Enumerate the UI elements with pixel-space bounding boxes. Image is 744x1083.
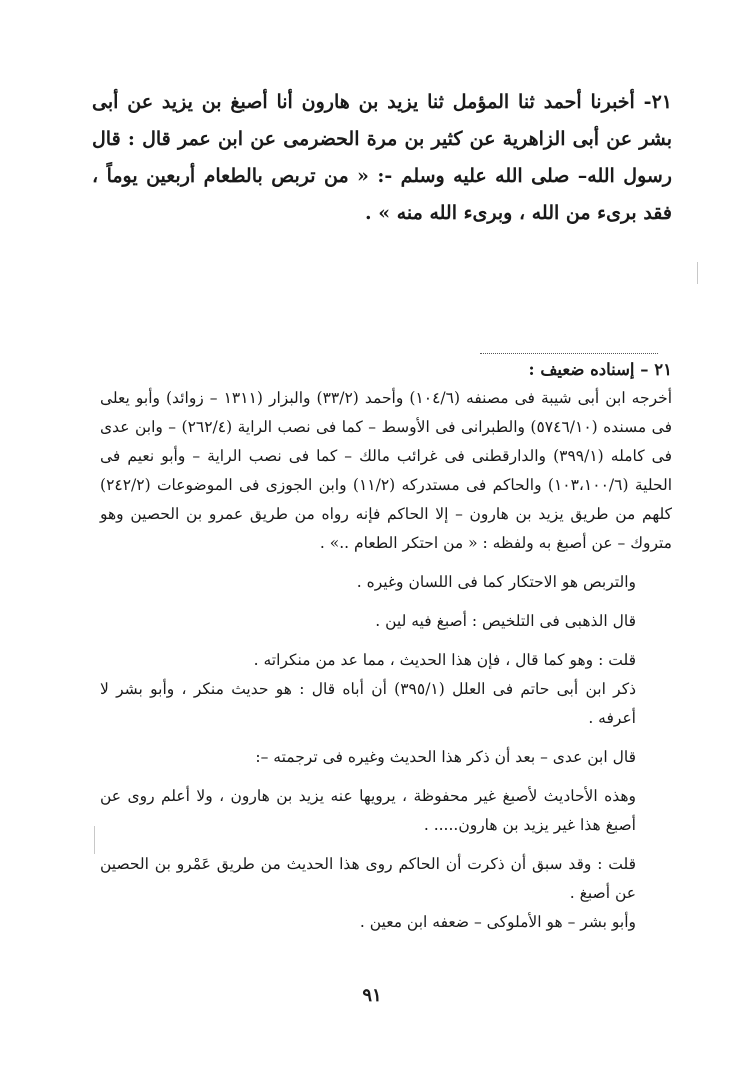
footnote-paragraph: وهذه الأحاديث لأصبغ غير محفوظة ، يرويها عنه يزيد بن هارون ، ولا أعلم روى عن أصبغ هذا غير يزيد بن هارون..... .: [100, 787, 636, 834]
scan-edge-mark: [697, 262, 698, 284]
hadith-paragraph: ٢١- أخبرنا أحمد ثنا المؤمل ثنا يزيد بن هارون أنا أصبغ بن يزيد عن أبى بشر عن أبى الزاهرية عن كثير بن مرة الحضرمى عن ابن عمر قال : قال رسول الله– صلى الله عليه وسلم -: « من تربص بالطعام أربعين يوماً ، فقد برىء من الله ، وبرىء الله منه » .: [92, 91, 672, 224]
footnote-paragraph: وأبو بشر – هو الأملوكى – ضعفه ابن معين .: [359, 913, 636, 931]
footnote-paragraph: قال ابن عدى – بعد أن ذكر هذا الحديث وغيره فى ترجمته –:: [255, 748, 636, 766]
footnote-paragraph: قلت : وقد سبق أن ذكرت أن الحاكم روى هذا الحديث من طريق عَمْرو بن الحصين عن أصبغ .: [100, 855, 636, 902]
scan-edge-mark: [94, 826, 95, 854]
page-number: ٩١: [362, 985, 382, 1006]
footnotes-block: [100, 355, 672, 937]
footnote-separator: [480, 353, 658, 354]
footnote-paragraph: والتربص هو الاحتكار كما فى اللسان وغيره .: [356, 573, 636, 591]
footnote-paragraph: قلت : وهو كما قال ، فإن هذا الحديث ، مما عد من منكراته .: [253, 651, 636, 669]
footnote-paragraph: ذكر ابن أبى حاتم فى العلل (٣٩٥/١) أن أباه قال : هو حديث منكر ، وأبو بشر لا أعرفه .: [100, 680, 637, 727]
footnote-paragraph: أخرجه ابن أبى شيبة فى مصنفه (١٠٤/٦) وأحمد (٣٣/٢) والبزار (١٣١١ – زوائد) وأبو يعلى فى مسنده (٥٧٤٦/١٠) والطبرانى فى الأوسط – كما فى نصب الراية (٢٦٢/٤) – وابن عدى فى كامله (٣٩٩/١) والدارقطنى فى غرائب مالك – كما فى نصب الراية – وأبو نعيم فى الحلية (١٠٣،١٠٠/٦) والحاكم فى مستدركه (١١/٢) وابن الجوزى فى الموضوعات (٢٤٢/٢) كلهم من طريق يزيد بن هارون – إلا الحاكم فإنه رواه من طريق عمرو بن الحصين وهو متروك – عن أصبغ به ولفظه : « من احتكر الطعام ..» .: [100, 389, 673, 552]
hadith-text-block: [92, 84, 672, 232]
footnote-paragraph: قال الذهبى فى التلخيص : أصبغ فيه لين .: [375, 612, 636, 630]
footnote-heading: ٢١ – إسناده ضعيف :: [528, 360, 672, 379]
